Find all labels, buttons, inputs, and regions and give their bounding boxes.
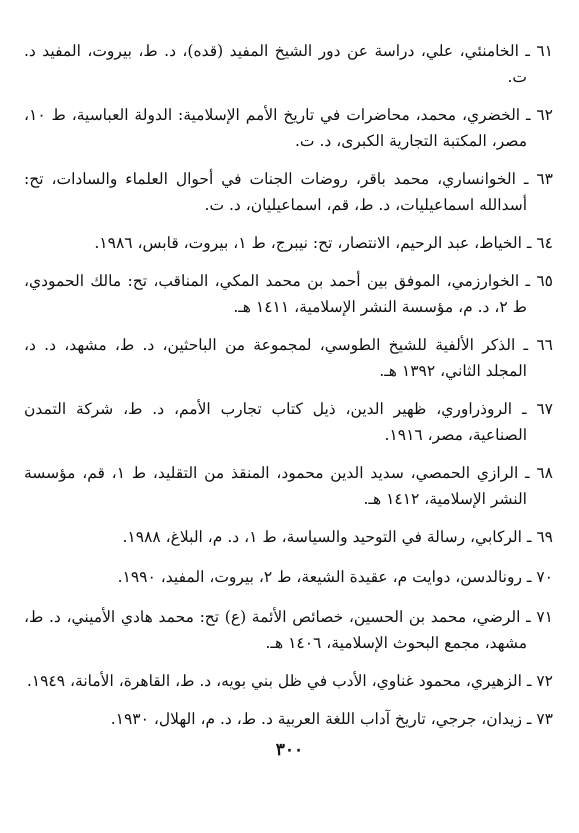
bibliography-entry-73: ٧٣ ـ زيدان، جرجي، تاريخ آداب اللغة العربية د. ط، د. م، الهلال، ١٩٣٠. <box>110 710 553 728</box>
bibliography-entry-69: ٦٩ ـ الركابي، رسالة في التوحيد والسياسة، ط ١، د. م، البلاغ، ١٩٨٨. <box>122 528 553 546</box>
bibliography-list <box>24 38 553 746</box>
bibliography-entry-64: ٦٤ ـ الخياط، عبد الرحيم، الانتصار، تح: نيبرج، ط ١، بيروت، قابس، ١٩٨٦. <box>94 234 553 252</box>
bibliography-entry-68: ٦٨ ـ الرازي الحمصي، سديد الدين محمود، المنقذ من التقليد، ط ١، قم، مؤسسة النشر الإسلامية، ١٤١٢ هـ. <box>24 464 553 508</box>
bibliography-entry-62: ٦٢ ـ الخضري، محمد، محاضرات في تاريخ الأمم الإسلامية: الدولة العباسية، ط ١٠، مصر، المكتبة التجارية الكبرى، د. ت. <box>24 106 553 150</box>
bibliography-entry-65: ٦٥ ـ الخوارزمي، الموفق بين أحمد بن محمد المكي، المناقب، تح: مالك الحمودي، ط ٢، د. م، مؤسسة النشر الإسلامية، ١٤١١ هـ. <box>24 272 553 316</box>
page-number: ٣٠٠ <box>275 740 304 760</box>
bibliography-entry-61: ٦١ ـ الخامنئي، علي، دراسة عن دور الشيخ المفيد (قده)، د. ط، بيروت، المفيد د. ت. <box>24 42 553 86</box>
bibliography-entry-67: ٦٧ ـ الروذراوري، ظهير الدين، ذيل كتاب تجارب الأمم، د. ط، شركة التمدن الصناعية، مصر، ١٩١٦. <box>24 400 553 444</box>
bibliography-entry-63: ٦٣ ـ الخوانساري، محمد باقر، روضات الجنات في أحوال العلماء والسادات، تح: أسدالله اسماعيليات، د. ط، قم، اسماعيليان، د. ت. <box>24 170 553 214</box>
bibliography-entry-70: ٧٠ ـ رونالدسن، دوايت م، عقيدة الشيعة، ط ٢، بيروت، المفيد، ١٩٩٠. <box>117 568 553 586</box>
bibliography-entry-71: ٧١ ـ الرضي، محمد بن الحسين، خصائص الأئمة (ع) تح: محمد هادي الأميني، د. ط، مشهد، مجمع البحوث الإسلامية، ١٤٠٦ هـ. <box>24 608 553 652</box>
bibliography-entry-66: ٦٦ ـ الذكر الألفية للشيخ الطوسي، لمجموعة من الباحثين، د. ط، مشهد، د. د، المجلد الثاني، ١٣٩٢ هـ. <box>24 336 553 380</box>
bibliography-entry-72: ٧٢ ـ الزهيري، محمود غناوي، الأدب في ظل بني بويه، د. ط، القاهرة، الأمانة، ١٩٤٩. <box>26 672 553 690</box>
